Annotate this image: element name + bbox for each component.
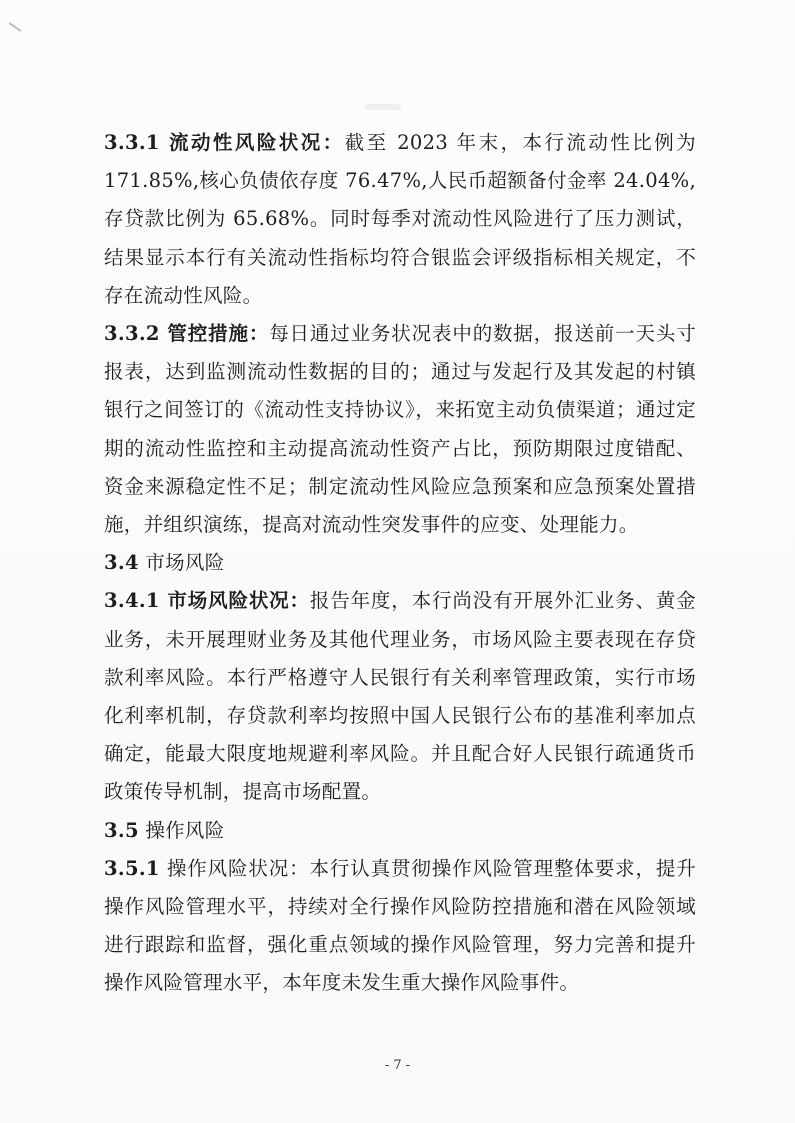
paragraph-label: 3.4.1 市场风险状况：	[104, 589, 310, 613]
paragraph-text: 截至 2023 年末，本行流动性比例为 171.85%,核心负债依存度 76.47%,人民币超额备付金率 24.04%,存贷款比例为 65.68%。同时每季对流动性风险进行了压力测试，结果显示本行有关流动性指标均符合银监会评级指标相关规定，不存在流动性风险。	[104, 131, 696, 307]
section-heading-operational-risk	[104, 812, 696, 850]
section-title: 市场风险	[145, 551, 225, 575]
scan-smudge	[365, 104, 401, 110]
document-body	[104, 124, 696, 1003]
section-number: 3.5	[104, 818, 139, 842]
paragraph-label-rest: 操作风险状况：	[166, 856, 310, 880]
paragraph-text: 报告年度，本行尚没有开展外汇业务、黄金业务，未开展理财业务及其他代理业务，市场风险主要表现在存贷款利率风险。本行严格遵守人民银行有关利率管理政策，实行市场化利率机制，存贷款利率均按照中国人民银行公布的基准利率加点确定，能最大限度地规避利率风险。并且配合好人民银行疏通货币政策传导机制，提高市场配置。	[104, 589, 696, 804]
paragraph-market-risk-status	[104, 582, 696, 811]
paragraph-text: 本行认真贯彻操作风险管理整体要求，提升操作风险管理水平，持续对全行操作风险防控措施和潜在风险领域进行跟踪和监督，强化重点领域的操作风险管理，努力完善和提升操作风险管理水平，本年度未发生重大操作风险事件。	[104, 856, 696, 995]
section-number: 3.4	[104, 551, 139, 575]
paragraph-control-measures	[104, 315, 696, 544]
paragraph-liquidity-status	[104, 124, 696, 315]
section-heading-market-risk	[104, 544, 696, 582]
scan-artifact	[9, 22, 22, 32]
paragraph-label: 3.5.1	[104, 856, 160, 880]
page-number: - 7 -	[384, 1058, 411, 1073]
section-title: 操作风险	[145, 818, 225, 842]
paragraph-label: 3.3.2 管控措施：	[104, 322, 270, 346]
paragraph-label: 3.3.1 流动性风险状况：	[104, 131, 345, 154]
paragraph-operational-risk-status	[104, 850, 696, 1003]
paragraph-text: 每日通过业务状况表中的数据，报送前一天头寸报表，达到监测流动性数据的目的；通过与发起行及其发起的村镇银行之间签订的《流动性支持协议》，来拓宽主动负债渠道；通过定期的流动性监控和主动提高流动性资产占比，预防期限过度错配、资金来源稳定性不足；制定流动性风险应急预案和应急预案处置措施，并组织演练，提高对流动性突发事件的应变、处理能力。	[104, 322, 696, 537]
